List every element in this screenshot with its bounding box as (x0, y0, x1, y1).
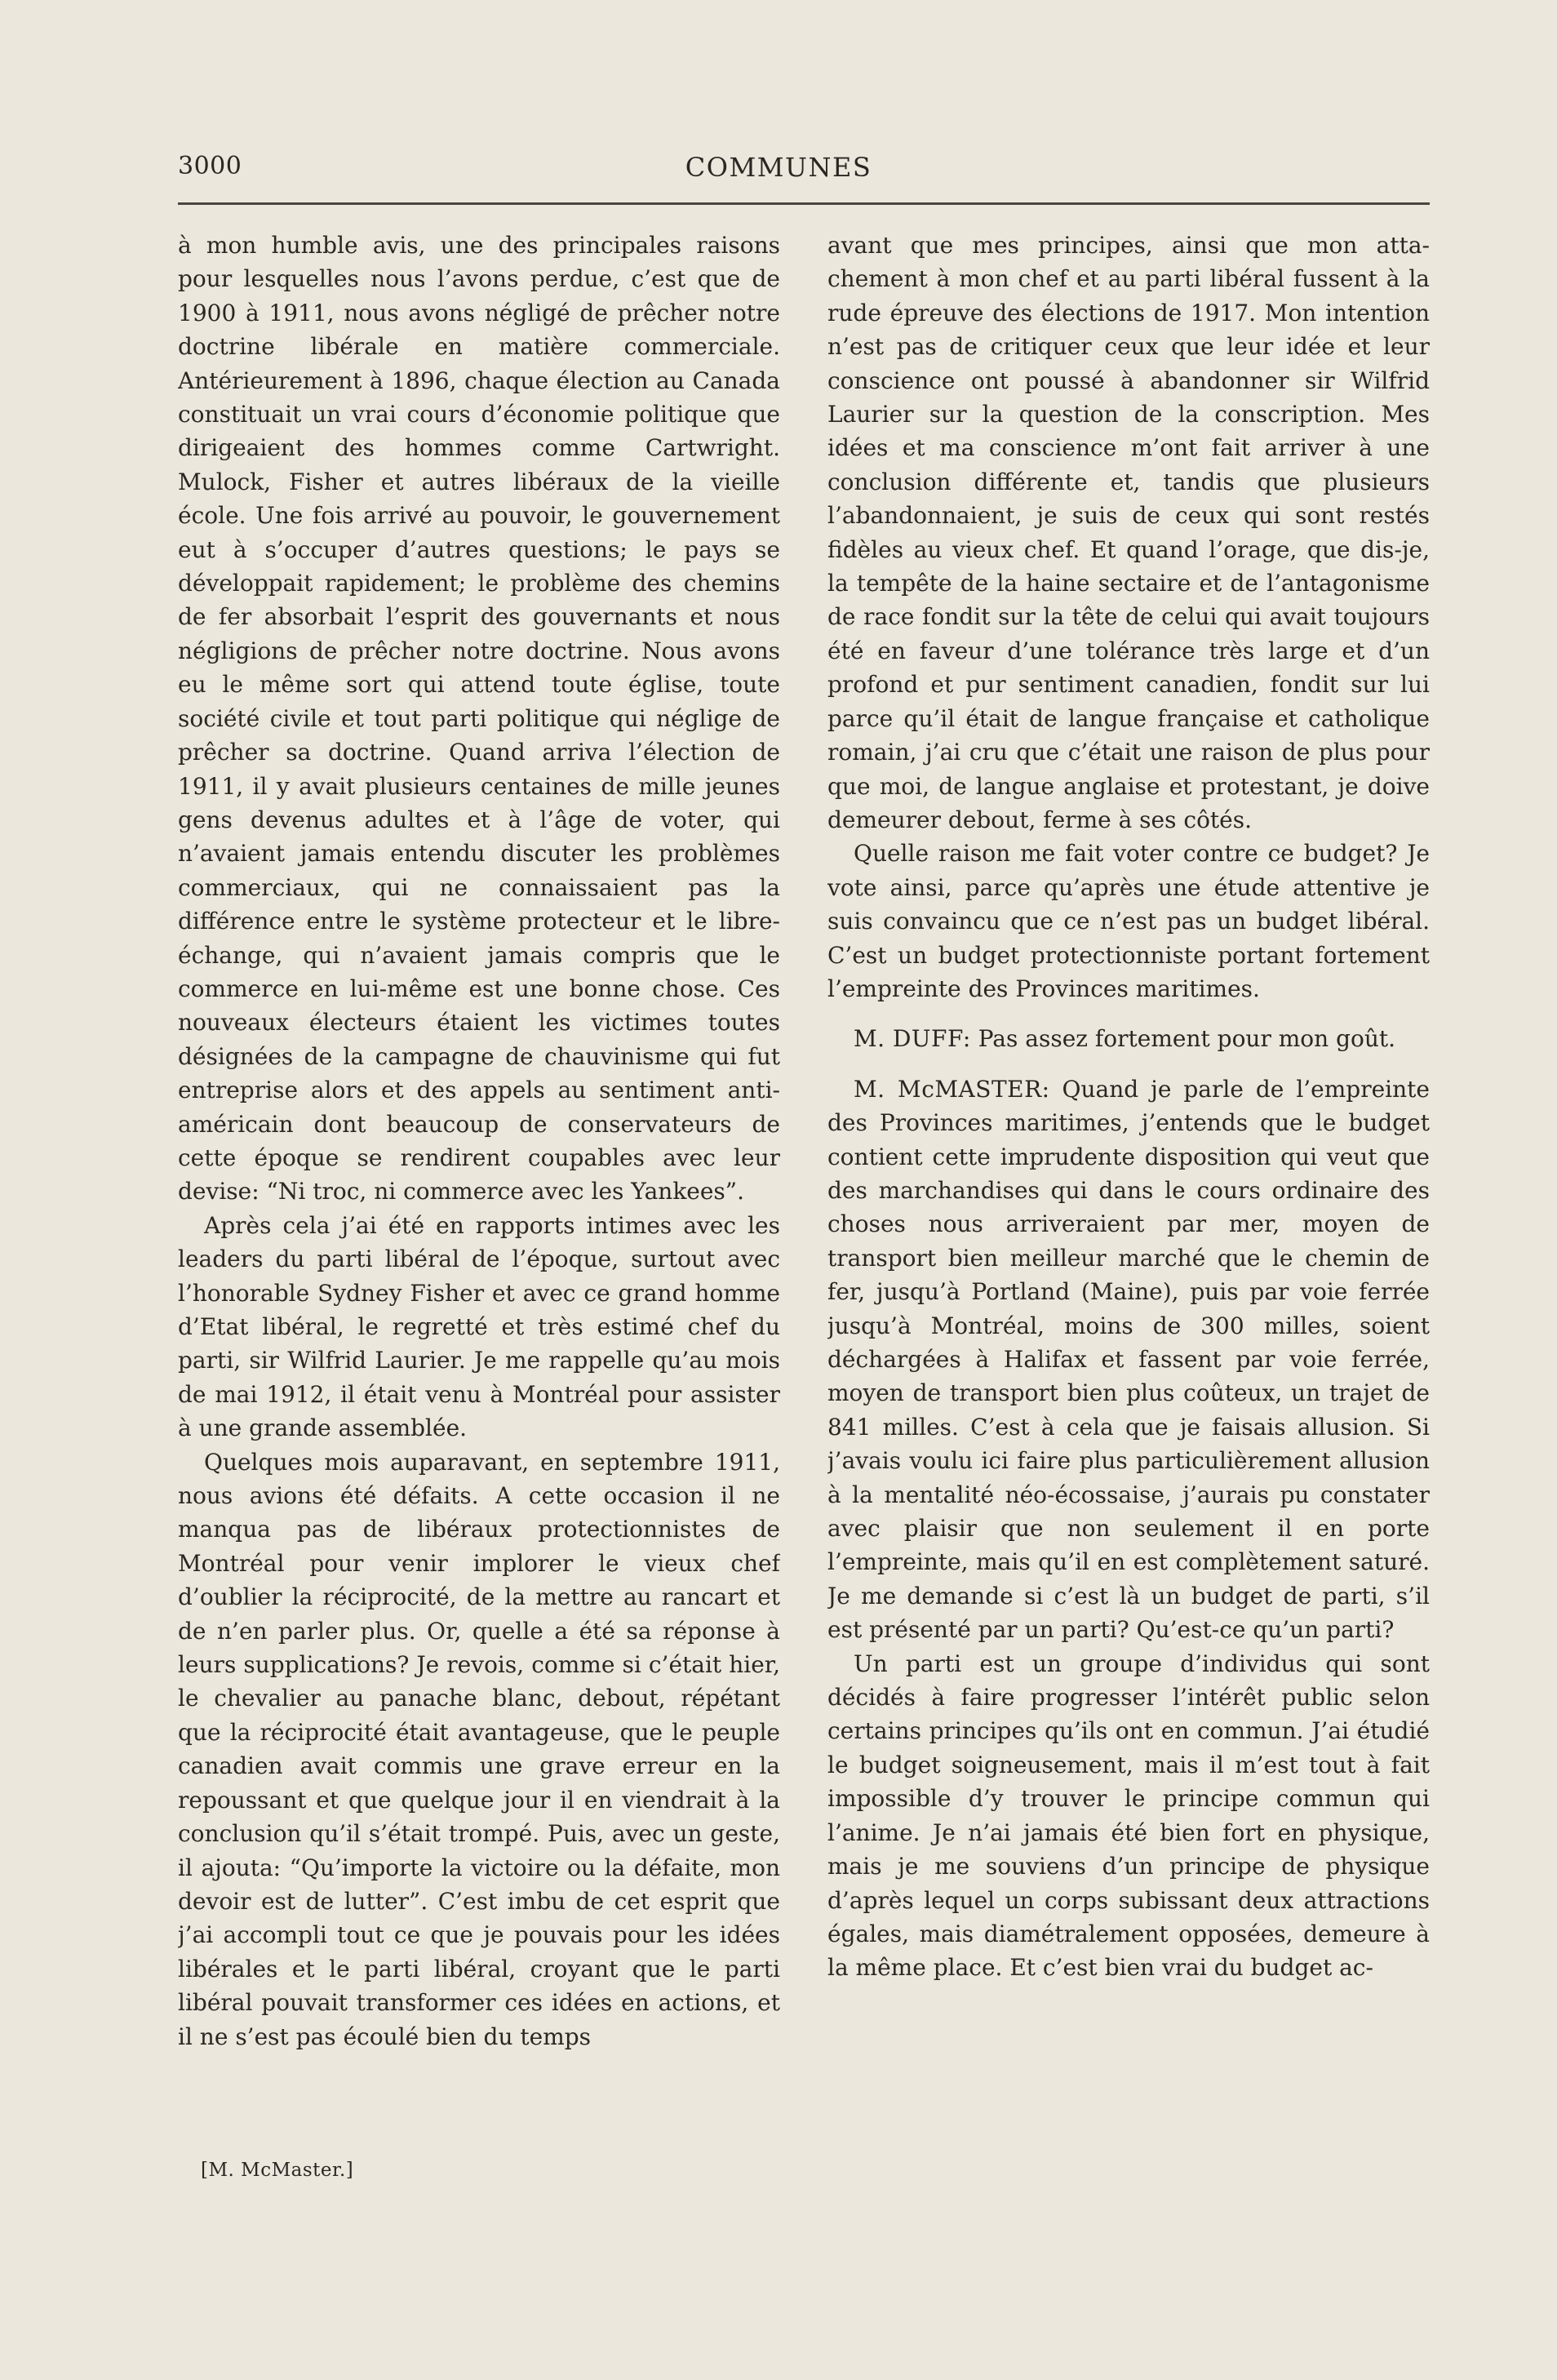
speaker-name: M. McMASTER: (854, 1075, 1050, 1103)
speech-mcmaster (827, 1072, 1430, 1647)
page-number: 3000 (178, 152, 242, 180)
paragraph: Après cela j’ai été en rapports intimes avec les leaders du parti libéral de l’époque, surtout avec l’honorable Sydney Fisher et avec ce grand homme d’Etat libéral, le regretté et très estimé chef du parti, sir Wilfrid Laurier. Je me rappelle qu’au mois de mai 1912, il était venu à Montréal pour assister à une grande assemblée. (178, 1211, 780, 1442)
right-column (827, 229, 1430, 2155)
left-column (178, 229, 780, 2155)
paragraph: à mon humble avis, une des principales raisons pour lesquelles nous l’avons perdue, c’est que de 1900 à 1911, nous avons négligé de prêcher notre doctrine libérale en matière commerciale. Antérieurement à 1896, chaque élection au Canada constituait un vrai cours d’économie politique que dirigeaient des hommes comme Cartwright. Mulock, Fisher et autres libéraux de la vieille école. Une fois arrivé au pouvoir, le gouvernement eut à s’occuper d’autres questions; le pays se développait rapidement; le problème des chemins de fer absorbait l’esprit des gouvernants et nous négligions de prêcher notre doctrine. Nous avons eu le même sort qui attend toute église, toute société civile et tout parti politique qui néglige de prêcher sa doctrine. Quand arriva l’élection de 1911, il y avait plusieurs centaines de mille jeunes gens devenus adultes et à l’âge de voter, qui n’avaient jamais entendu discuter les problèmes commerciaux, qui ne connaissaient pas la différence entre le système protecteur et le libre-échange, qui n’avaient jamais compris que le commerce en lui-même est une bonne chose. Ces nouveaux électeurs étaient les victimes toutes désignées de la campagne de chauvinisme qui fut entreprise alors et des appels au sentiment antiaméricain dont beaucoup de conservateurs de cette époque se rendirent coupables avec leur devise: “Ni troc, ni commerce avec les Yankees”. (178, 232, 780, 1206)
speech-duff (827, 1022, 1430, 1055)
paragraph: Un parti est un groupe d’individus qui sont décidés à faire progresser l’intérêt public selon certains principes qu’ils ont en commun. J’ai étudié le budget soigneusement, mais il m’est tout à fait impossible d’y trouver le principe commun qui l’anime. Je n’ai jamais été bien fort en physique, mais je me souviens d’un principe de physique d’après lequel un corps subissant deux attractions égales, mais diamétralement opposées, demeure à la même place. Et c’est bien vrai du budget ac- (827, 1650, 1430, 1982)
paragraph: Quelques mois auparavant, en septembre 1911, nous avions été défaits. A cette occasion il ne manqua pas de libéraux protectionnistes de Montréal pour venir implorer le vieux chef d’oublier la réciprocité, de la mettre au rancart et de n’en parler plus. Or, quelle a été sa réponse à leurs supplications? Je revois, comme si c’était hier, le chevalier au panache blanc, debout, répétant que la réciprocité était avantageuse, que le peuple canadien avait commis une grave erreur en la repoussant et que quelque jour il en viendrait à la conclusion qu’il s’était trompé. Puis, avec un geste, il ajouta: “Qu’importe la victoire ou la défaite, mon devoir est de lutter”. C’est imbu de cet esprit que j’ai accompli tout ce que je pouvais pour les idées libérales et le parti libéral, croyant que le parti libéral pouvait transformer ces idées en actions, et il ne s’est pas écoulé bien du temps (178, 1448, 780, 2050)
header-rule (178, 202, 1430, 205)
paragraph: avant que mes principes, ainsi que mon attachement à mon chef et au parti libéral fussent à la rude épreuve des élections de 1917. Mon intention n’est pas de critiquer ceux que leur idée et leur conscience ont poussé à abandonner sir Wilfrid Laurier sur la question de la conscription. Mes idées et ma conscience m’ont fait arriver à une conclusion différente et, tandis que plusieurs l’abandonnaient, je suis de ceux qui sont restés fidèles au vieux chef. Et quand l’orage, que dis-je, la tempête de la haine sectaire et de l’antagonisme de race fondit sur la tête de celui qui avait toujours été en faveur d’une tolérance très large et d’un profond et pur sentiment canadien, fondit sur lui parce qu’il était de langue française et catholique romain, j’ai cru que c’était une raison de plus pour que moi, de langue anglaise et protestant, je doive demeurer debout, ferme à ses côtés. (827, 232, 1430, 833)
speaker-footer-note: [M. McMaster.] (201, 2160, 354, 2181)
paragraph: Quelle raison me fait voter contre ce budget? Je vote ainsi, parce qu’après une étude attentive je suis convaincu que ce n’est pas un budget libéral. C’est un budget protectionniste portant fortement l’empreinte des Provinces maritimes. (827, 840, 1430, 1002)
speech-text: Quand je parle de l’empreinte des Provinces maritimes, j’entends que le budget contient cette imprudente disposition qui veut que des marchandises qui dans le cours ordinaire des choses nous arriveraient par mer, moyen de transport bien meilleur marché que le chemin de fer, jusqu’à Portland (Maine), puis par voie ferrée jusqu’à Montréal, moins de 300 milles, soient déchargées à Halifax et fassent par voie ferrée, moyen de transport bien plus coûteux, un trajet de 841 milles. C’est à cela que je faisais allusion. Si j’avais voulu ici faire plus particulièrement allusion à la mentalité néo-écossaise, j’aurais pu constater avec plaisir que non seulement il en porte l’empreinte, mais qu’il en est complètement saturé. Je me demande si c’est là un budget de parti, s’il est présenté par un parti? Qu’est-ce qu’un parti? (827, 1075, 1430, 1644)
running-head: COMMUNES (685, 152, 872, 183)
speech-text: Pas assez fortement pour mon goût. (970, 1025, 1396, 1053)
speaker-name: M. DUFF: (854, 1025, 971, 1053)
